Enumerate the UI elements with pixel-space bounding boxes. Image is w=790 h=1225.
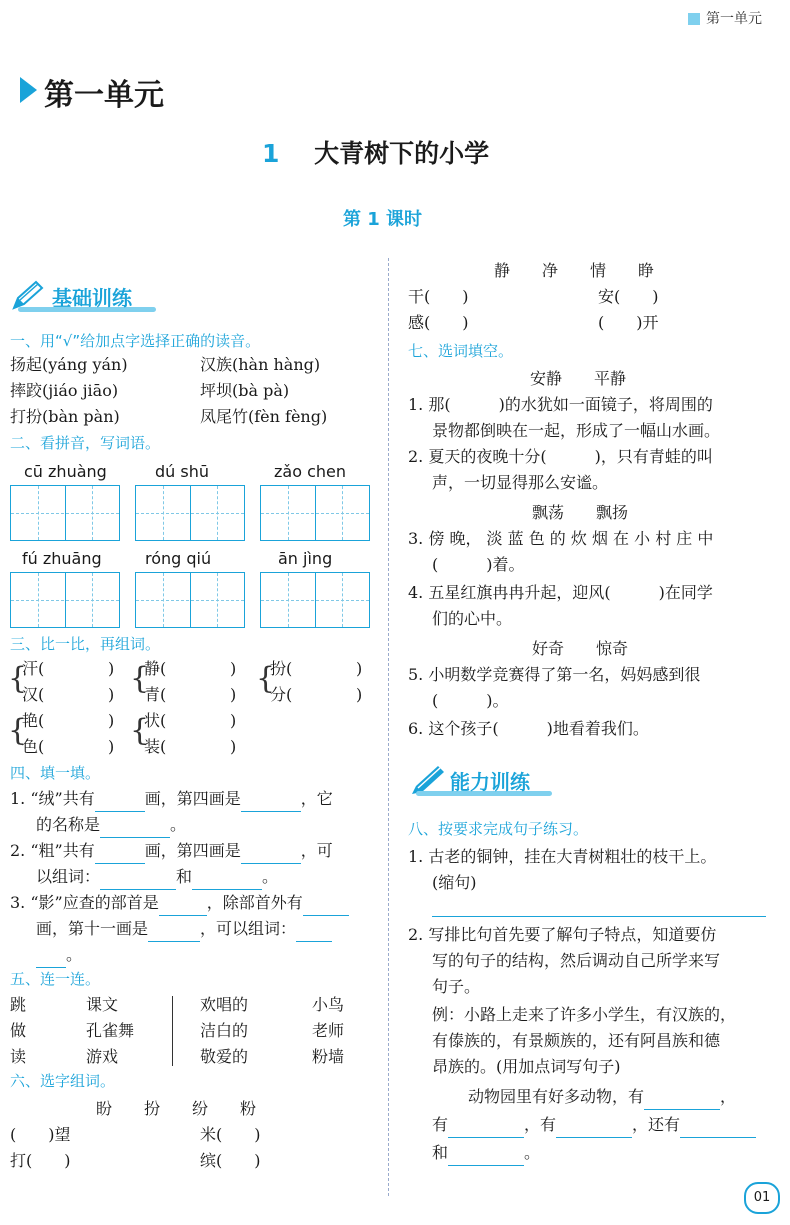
answer-blank[interactable] (36, 949, 66, 968)
q6b-blank[interactable]: 干( ) (408, 287, 469, 306)
match-item[interactable]: 敬爱的 (200, 1047, 249, 1066)
lesson-title: 大青树下的小学 (314, 139, 490, 168)
match-item[interactable]: 孔雀舞 (86, 1021, 135, 1040)
q8-sentence: 句子。 (432, 977, 481, 996)
q1-item: 摔跤(jiáo jiāo) (10, 381, 119, 400)
q1-item: 坪坝(bà pà) (200, 381, 290, 400)
answer-line[interactable] (432, 916, 766, 917)
q6-choices: 盼 扮 纷 粉 (96, 1099, 257, 1118)
q4-line: 2. “粗”共有 画，第四画是 ，可 (10, 838, 333, 864)
pinyin: fú zhuāng (22, 549, 102, 568)
match-item[interactable]: 游戏 (86, 1047, 119, 1066)
q4-line: 的名称是 。 (36, 812, 186, 838)
answer-blank[interactable] (159, 897, 207, 916)
word-pair: 飘荡 飘扬 (532, 503, 629, 522)
compare-group: { 艳( ) 色( ) (8, 711, 115, 756)
q7-sentence: ( )。 (432, 691, 509, 710)
q7-sentence: 5. 小明数学竞赛得了第一名，妈妈感到很 (408, 665, 701, 684)
compare-group: { 静( ) 青( ) (130, 659, 237, 704)
match-item[interactable]: 课文 (86, 995, 119, 1014)
word-pair: 好奇 惊奇 (532, 639, 629, 658)
q7-sentence: 声，一切显得那么安谧。 (432, 473, 609, 492)
fill-line: 动物园里有好多动物，有 ， (468, 1084, 736, 1110)
answer-blank[interactable] (95, 845, 145, 864)
q8-sentence: (缩句) (432, 873, 477, 892)
q4-line: 1. “绒”共有 画，第四画是 ，它 (10, 786, 333, 812)
q4-line: 以组词： 和 。 (36, 864, 278, 890)
q8-title: 八、按要求完成句子练习。 (408, 820, 589, 838)
q8-sentence: 写的句子的结构，然后调动自己所学来写 (432, 951, 721, 970)
q7-sentence: 1. 那( )的水犹如一面镜子，将周围的 (408, 395, 713, 414)
q6b-blank[interactable]: 安( ) (598, 287, 659, 306)
q1-title: 一、用“√”给加点字选择正确的读音。 (10, 332, 261, 350)
word-pair: 安静 平静 (530, 369, 627, 388)
q6-blank[interactable]: 缤( ) (200, 1151, 261, 1170)
answer-blank[interactable] (448, 1119, 524, 1138)
match-item[interactable]: 读 (10, 1047, 27, 1066)
answer-blank[interactable] (148, 923, 200, 942)
q5-separator (172, 996, 173, 1066)
q3-title: 三、比一比，再组词。 (10, 635, 161, 653)
q6-blank[interactable]: 米( ) (200, 1125, 261, 1144)
q8-sentence: 2. 写排比句首先要了解句子特点，知道要仿 (408, 925, 717, 944)
writing-grid[interactable] (260, 572, 370, 628)
q7-sentence: 景物都倒映在一起，形成了一幅山水画。 (432, 421, 721, 440)
match-item[interactable]: 欢唱的 (200, 995, 249, 1014)
answer-blank[interactable] (95, 793, 145, 812)
basic-training-title: 基础训练 (52, 286, 132, 310)
example-line: 昂族的。(用加点词写句子) (432, 1057, 621, 1076)
q7-sentence: 6. 这个孩子( )地看着我们。 (408, 719, 649, 738)
q6-blank[interactable]: 打( ) (10, 1151, 71, 1170)
q5-title: 五、连一连。 (10, 970, 101, 988)
match-item[interactable]: 洁白的 (200, 1021, 249, 1040)
answer-blank[interactable] (680, 1119, 756, 1138)
answer-blank[interactable] (296, 923, 332, 942)
q7-sentence: 3. 傍 晚， 淡 蓝 色 的 炊 烟 在 小 村 庄 中 (408, 529, 714, 548)
writing-grid[interactable] (260, 485, 370, 541)
example-line: 例：小路上走来了许多小学生，有汉族的， (432, 1005, 737, 1024)
lesson-number: 1 (262, 139, 280, 168)
compare-group: { 状( ) 装( ) (130, 711, 237, 756)
q1-item: 汉族(hàn hàng) (200, 355, 321, 374)
answer-blank[interactable] (100, 819, 170, 838)
ability-training-banner (408, 762, 552, 798)
pinyin: dú shū (155, 462, 209, 481)
writing-grid[interactable] (135, 572, 245, 628)
q6b-choices: 静 净 情 睁 (494, 261, 655, 280)
writing-grid[interactable] (10, 485, 120, 541)
q7-sentence: 们的心中。 (432, 609, 513, 628)
answer-blank[interactable] (448, 1147, 524, 1166)
compare-group: { 扮( ) 分( ) (256, 659, 363, 704)
pinyin: ān jìng (278, 549, 333, 568)
unit-title: 第一单元 (44, 78, 164, 113)
answer-blank[interactable] (241, 845, 301, 864)
q4-line: 画，第十一画是 ，可以组词： (36, 916, 332, 942)
header-square-icon (688, 13, 700, 25)
q6-title: 六、选字组词。 (10, 1072, 116, 1090)
fill-line: 有 ，有 ，还有 (432, 1112, 756, 1138)
answer-blank[interactable] (241, 793, 301, 812)
match-item[interactable]: 小鸟 (312, 995, 345, 1014)
period-label: 第 1 课时 (343, 209, 423, 230)
answer-blank[interactable] (100, 871, 176, 890)
writing-grid[interactable] (135, 485, 245, 541)
answer-blank[interactable] (192, 871, 262, 890)
answer-blank[interactable] (556, 1119, 632, 1138)
q6-blank[interactable]: ( )望 (10, 1125, 71, 1144)
ability-training-title: 能力训练 (450, 770, 530, 794)
q4-title: 四、填一填。 (10, 764, 101, 782)
q4-line: 。 (36, 942, 82, 968)
example-line: 有傣族的，有景颇族的，还有阿昌族和德 (432, 1031, 721, 1050)
page-number: 01 (753, 1190, 771, 1205)
match-item[interactable]: 做 (10, 1021, 27, 1040)
compare-group: { 汗( ) 汉( ) (8, 659, 115, 704)
q7-sentence: ( )着。 (432, 555, 525, 574)
pinyin: zǎo chen (274, 462, 346, 481)
q2-title: 二、看拼音，写词语。 (10, 434, 161, 452)
pinyin: cū zhuàng (24, 462, 107, 481)
q1-item: 扬起(yáng yán) (10, 355, 128, 374)
column-divider (388, 258, 389, 1196)
fill-line: 和 。 (432, 1140, 540, 1166)
writing-grid[interactable] (10, 572, 120, 628)
match-item[interactable]: 粉墙 (312, 1047, 345, 1066)
q7-sentence: 4. 五星红旗冉冉升起，迎风( )在同学 (408, 583, 713, 602)
match-item[interactable]: 跳 (10, 995, 27, 1014)
q7-title: 七、选词填空。 (408, 342, 514, 360)
q4-line: 3. “影”应查的部首是 ，除部首外有 (10, 890, 349, 916)
basic-training-banner (8, 278, 156, 314)
answer-blank[interactable] (303, 897, 349, 916)
q6b-blank[interactable]: ( )开 (598, 313, 659, 332)
lesson-heading (262, 134, 489, 170)
q1-item: 打扮(bàn pàn) (10, 407, 120, 426)
running-header: 第一单元 (688, 8, 762, 28)
q6b-blank[interactable]: 感( ) (408, 313, 469, 332)
q7-sentence: 2. 夏天的夜晚十分( )，只有青蛙的叫 (408, 447, 713, 466)
unit-arrow-icon (20, 77, 37, 103)
q1-item: 凤尾竹(fèn fèng) (200, 407, 328, 426)
match-item[interactable]: 老师 (312, 1021, 345, 1040)
answer-blank[interactable] (644, 1091, 720, 1110)
pinyin: róng qiú (145, 549, 212, 568)
page-number-bubble (744, 1182, 780, 1214)
q8-sentence: 1. 古老的铜钟，挂在大青树粗壮的枝干上。 (408, 847, 717, 866)
